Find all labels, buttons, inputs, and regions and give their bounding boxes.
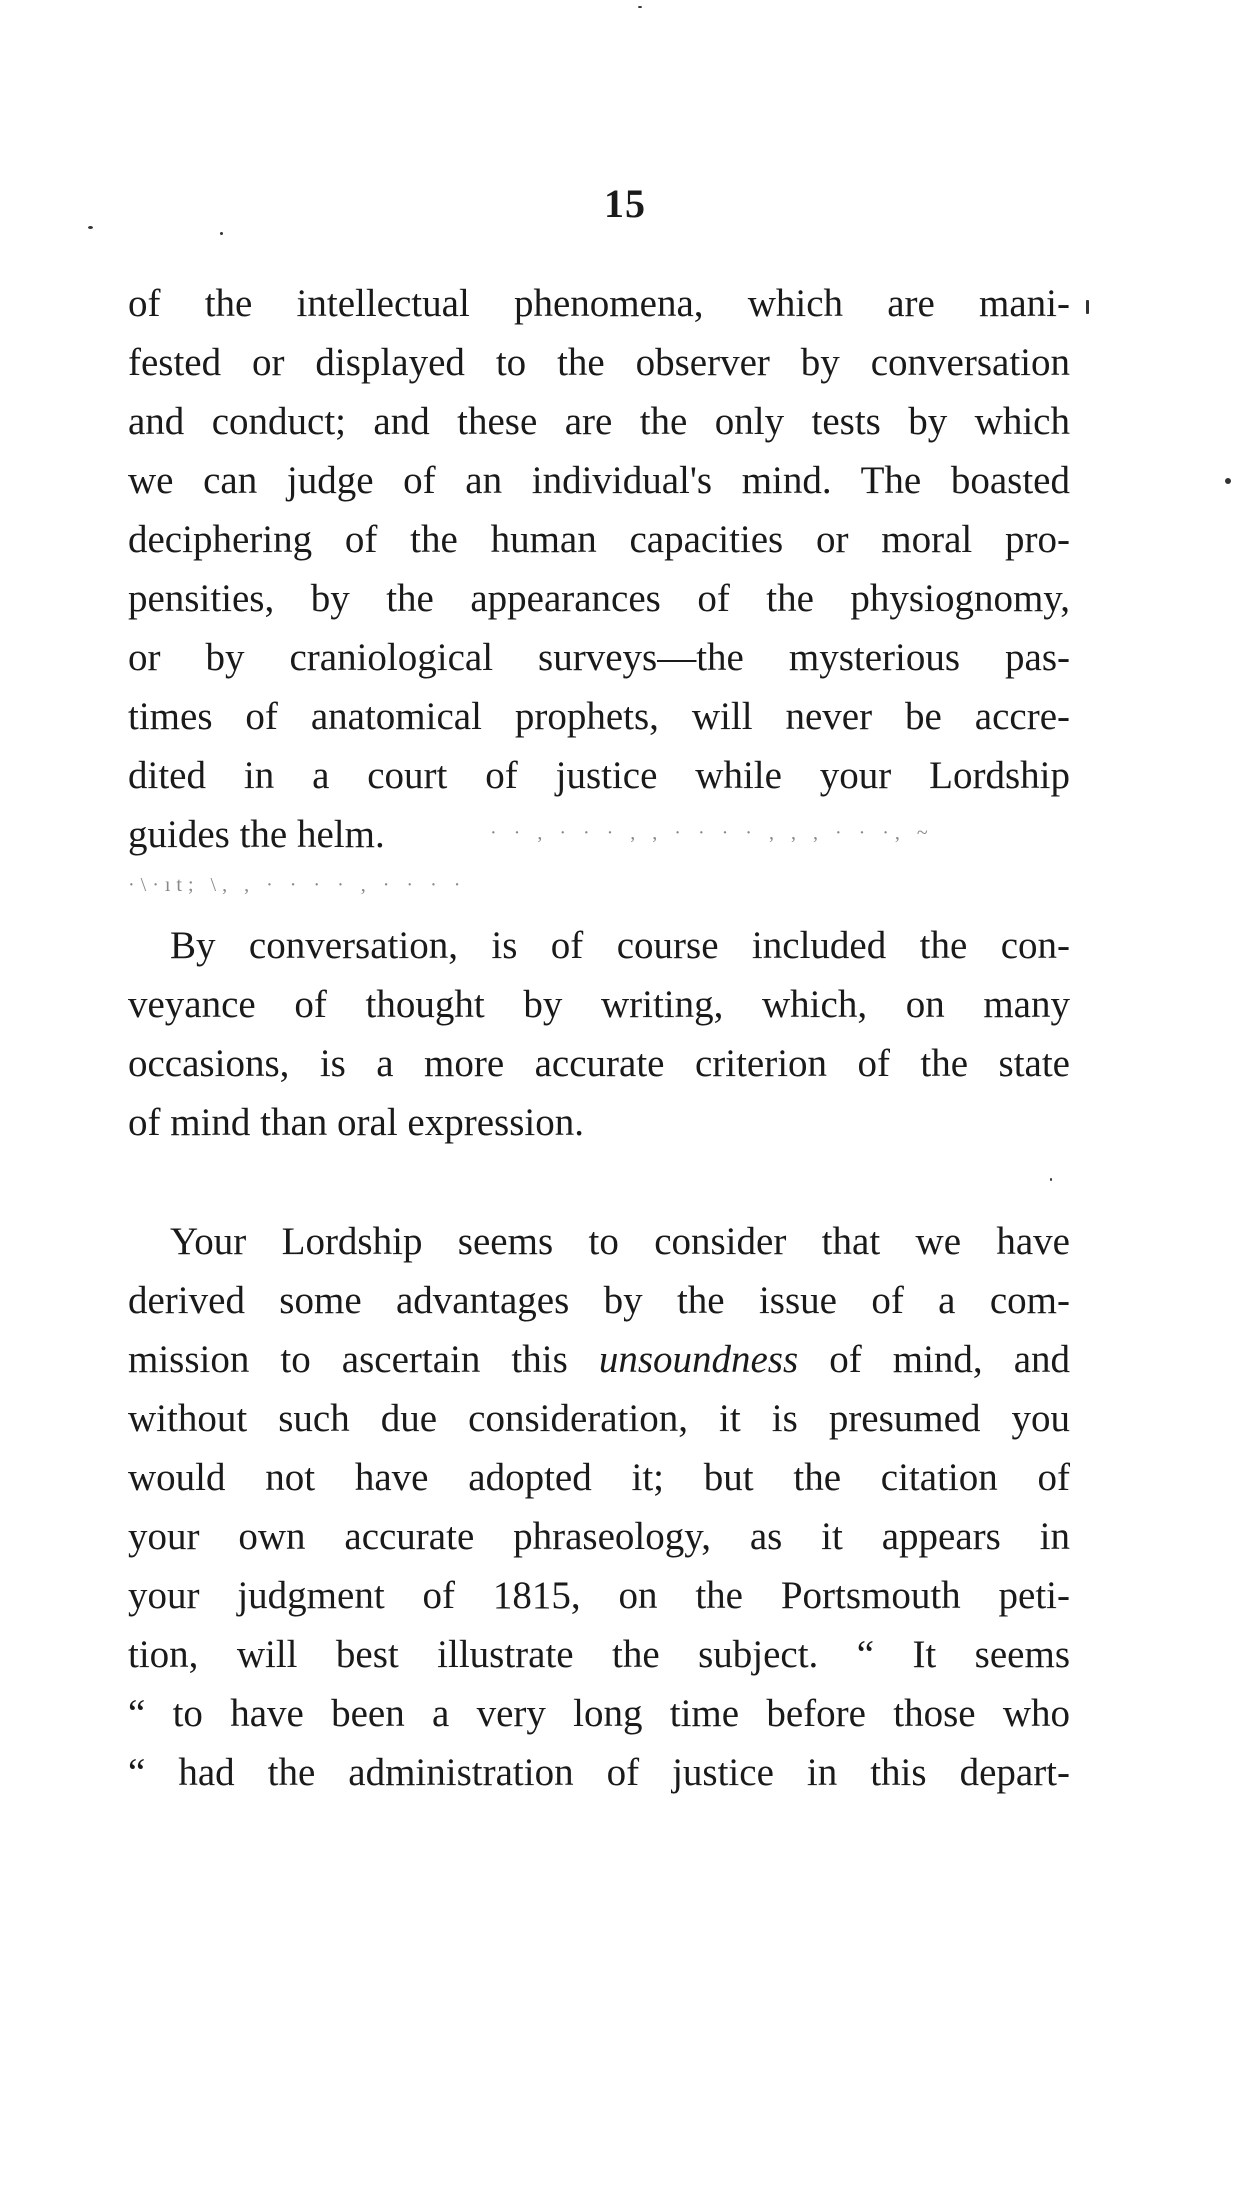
text-line: By conversation, is of course included the con- — [170, 924, 1070, 967]
text-segment: mission to ascertain this — [128, 1338, 599, 1381]
paragraph-3 — [128, 1212, 1070, 1802]
scan-speck — [638, 6, 642, 8]
text-line: dited in a court of justice while your Lordship — [128, 754, 1070, 797]
text-line — [128, 1330, 1070, 1389]
paragraph-2 — [128, 916, 1070, 1152]
text-line: pensities, by the appearances of the physiognomy, — [128, 577, 1070, 620]
text-line: of mind than oral expression. — [128, 1101, 584, 1144]
bleed-through-text: ·\·ıt; \, , · · · · , · · · · — [128, 874, 467, 896]
text-line: guides the helm. — [128, 813, 385, 856]
text-line: and conduct; and these are the only tests by which — [128, 400, 1070, 443]
text-line: Your Lordship seems to consider that we have — [170, 1220, 1070, 1263]
text-line: fested or displayed to the observer by conversation — [128, 341, 1070, 384]
scan-speck — [220, 232, 223, 235]
text-line: “ had the administration of justice in this depart- — [128, 1751, 1070, 1794]
scan-speck — [1050, 1178, 1052, 1181]
text-line: without such due consideration, it is presumed you — [128, 1397, 1070, 1440]
scan-speck — [1086, 300, 1089, 314]
text-segment: of mind, and — [798, 1338, 1071, 1381]
text-line: veyance of thought by writing, which, on many — [128, 983, 1070, 1026]
text-line: tion, will best illustrate the subject. “ It seems — [128, 1633, 1070, 1676]
scan-speck — [1225, 478, 1231, 484]
text-line: of the intellectual phenomena, which are mani- — [128, 282, 1070, 325]
text-line: occasions, is a more accurate criterion of the state — [128, 1042, 1070, 1085]
page-number: 15 — [604, 181, 646, 226]
text-line: “ to have been a very long time before those who — [128, 1692, 1070, 1735]
scan-speck — [88, 226, 93, 229]
text-line: your judgment of 1815, on the Portsmouth peti- — [128, 1574, 1070, 1617]
text-line: deciphering of the human capacities or moral pro- — [128, 518, 1070, 561]
text-line: times of anatomical prophets, will never be accre- — [128, 695, 1070, 738]
text-line: would not have adopted it; but the citation of — [128, 1456, 1070, 1499]
paragraph-1 — [128, 274, 1070, 864]
emphasized-word: unsoundness — [598, 1338, 799, 1381]
text-line: your own accurate phraseology, as it appears in — [128, 1515, 1070, 1558]
text-line: we can judge of an individual's mind. The boasted — [128, 459, 1070, 502]
text-line: or by craniological surveys—the mysterious pas- — [128, 636, 1070, 679]
text-line: derived some advantages by the issue of a com- — [128, 1279, 1070, 1322]
bleed-through-text: · · , · · · , , · · · · , , , · · ·, ~ — [490, 822, 934, 844]
